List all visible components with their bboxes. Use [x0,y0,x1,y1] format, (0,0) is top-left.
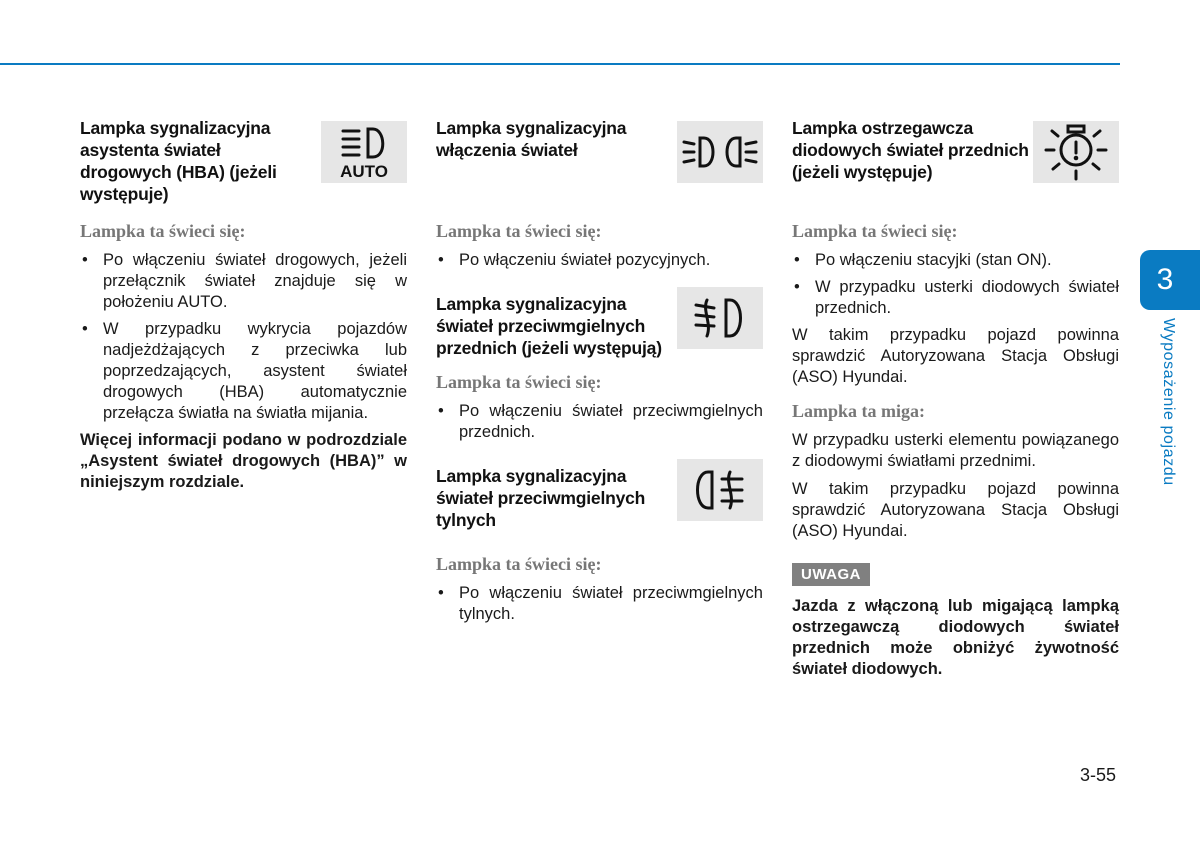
top-rule [0,63,1120,65]
chapter-tab: 3 [1140,250,1200,310]
label-front-fog-on: Lampka ta świeci się: [436,372,602,392]
list-item: • W przypadku usterki diodowych świateł przednich. [792,277,1119,319]
page-number: 3-55 [1080,765,1117,785]
label-led-on: Lampka ta świeci się: [792,221,958,241]
label-led-blink: Lampka ta miga: [792,401,926,421]
bullets-position [436,250,763,271]
para-led-blink: W przypadku usterki elementu powiązanego z diodowymi światłami przednimi. [792,431,1119,470]
column-lights [436,117,763,631]
column-hba [80,117,407,493]
led-headlamp-warning-icon [1033,121,1119,183]
heading-front-fog: Lampka sygnalizacyjna świateł przeciwmgielnych przednich (jeżeli występują) [436,294,662,358]
label-hba-on: Lampka ta świeci się: [80,221,246,241]
heading-hba: Lampka sygnalizacyjna asystenta świateł drogowych (HBA) (jeżeli występuje) [80,118,277,204]
warning-badge: UWAGA [792,563,870,586]
note-hba: Więcej informacji podano w podrozdziale „Asystent świateł drogowych (HBA)” w niniejszym rozdziale. [80,431,407,491]
section-led-warning [792,117,1119,215]
section-front-fog [436,293,763,371]
hba-auto-icon [321,121,407,183]
rear-fog-light-icon [677,459,763,521]
list-item: • Po włączeniu świateł przeciwmgielnych tylnych. [436,583,763,625]
list-item: • Po włączeniu stacyjki (stan ON). [792,250,1119,271]
bullets-led [792,250,1119,319]
list-item: • Po włączeniu świateł drogowych, jeżeli przełącznik świateł znajduje się w położeniu AUTO. [80,250,407,313]
chapter-title: Wyposażenie pojazdu [1160,318,1177,486]
bullets-hba [80,250,407,424]
para-led-service-2: W takim przypadku pojazd powinna sprawdzić Autoryzowana Stacja Obsługi (ASO) Hyundai. [792,480,1119,540]
hba-auto-text: AUTO [340,162,388,180]
label-rear-fog-on: Lampka ta świeci się: [436,554,602,574]
para-led-service-1: W takim przypadku pojazd powinna sprawdzić Autoryzowana Stacja Obsługi (ASO) Hyundai. [792,326,1119,386]
section-position-lights [436,117,763,215]
heading-led-warning: Lampka ostrzegawcza diodowych świateł przednich (jeżeli występuje) [792,118,1029,182]
front-fog-light-icon [677,287,763,349]
bullets-rear-fog [436,583,763,625]
list-item: • Po włączeniu świateł przeciwmgielnych przednich. [436,401,763,443]
section-rear-fog [436,465,763,553]
section-hba [80,117,407,215]
list-item: • W przypadku wykrycia pojazdów nadjeżdżających z przeciwka lub poprzedzających, asystent świateł drogowych (HBA) automatycznie przełącza światła na światła mijania. [80,319,407,424]
bullets-front-fog [436,401,763,443]
heading-rear-fog: Lampka sygnalizacyjna świateł przeciwmgielnych tylnych [436,466,646,530]
warning-text: Jazda z włączoną lub migającą lampką ostrzegawczą diodowych świateł przednich może obniżyć żywotność świateł diodowych. [792,597,1119,678]
column-led-warning [792,117,1119,680]
label-position-on: Lampka ta świeci się: [436,221,602,241]
heading-position-lights: Lampka sygnalizacyjna włączenia świateł [436,118,627,160]
list-item: • Po włączeniu świateł pozycyjnych. [436,250,763,271]
position-lights-icon [677,121,763,183]
